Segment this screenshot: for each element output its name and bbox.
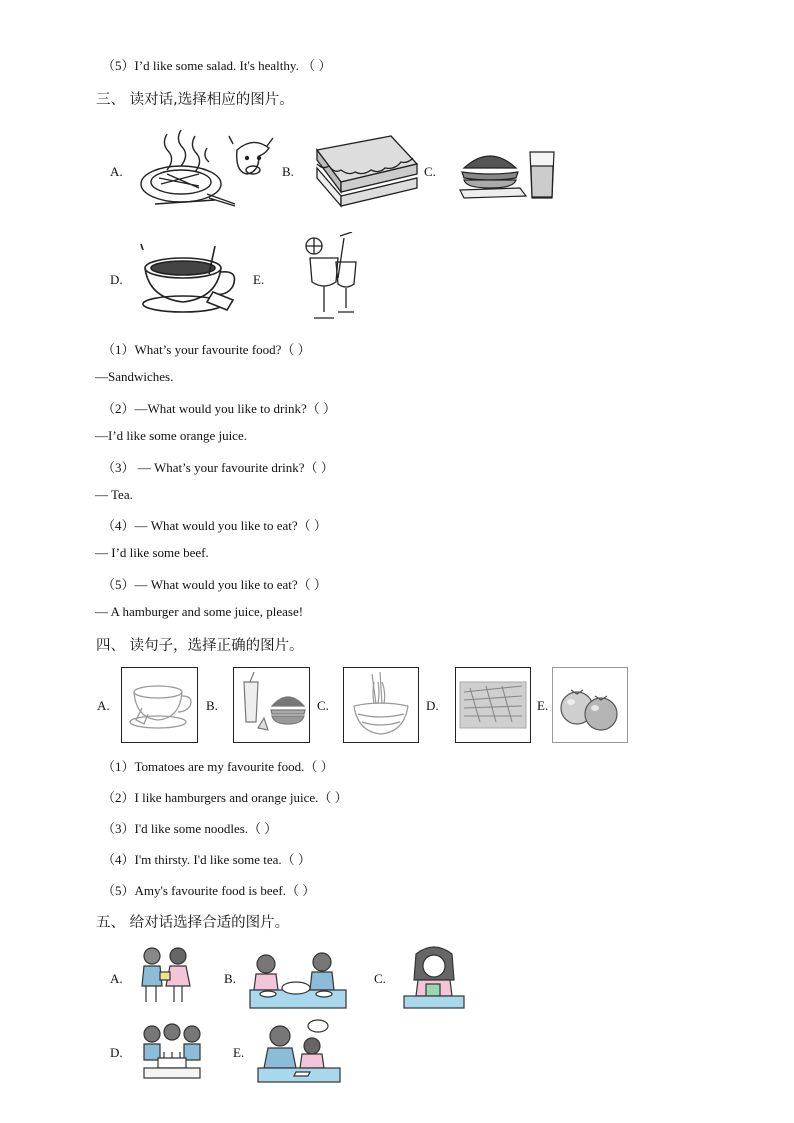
answer-line: — I’d like some beef. <box>95 545 209 560</box>
option-letter: B. <box>282 164 294 179</box>
option-letter: C. <box>424 164 436 179</box>
sandwich-icon <box>313 134 421 210</box>
question-line: （2）I like hamburgers and orange juice.（ ） <box>102 790 348 805</box>
option-letter: D. <box>110 1045 123 1060</box>
hamburger-and-juice-icon <box>450 142 562 202</box>
option-letter: A. <box>97 698 110 713</box>
question-line: （1）What’s your favourite food?（ ） <box>102 342 311 357</box>
section-heading: 五、 给对话选择合适的图片。 <box>96 915 290 931</box>
juice-glasses-icon <box>300 232 362 324</box>
kids-sharing-icon <box>136 944 198 1008</box>
option-letter: E. <box>233 1045 245 1060</box>
option-letter: A. <box>110 164 123 179</box>
option-letter: E. <box>253 272 265 287</box>
beef-photo-icon <box>455 667 531 743</box>
noodles-icon <box>343 667 419 743</box>
option-letter: B. <box>206 698 218 713</box>
question-line: （3）I'd like some noodles.（ ） <box>102 821 278 836</box>
answer-line: —Sandwiches. <box>95 369 174 384</box>
section-heading: 四、 读句子，选择正确的图片。 <box>96 638 304 654</box>
girl-with-box-icon <box>402 944 466 1010</box>
option-letter: C. <box>374 971 386 986</box>
teacup-icon <box>137 240 245 316</box>
kids-at-table-icon <box>248 948 348 1010</box>
option-letter: B. <box>224 971 236 986</box>
tomatoes-icon <box>552 667 628 743</box>
answer-line: —I’d like some orange juice. <box>95 428 247 443</box>
section-heading: 三、 读对话,选择相应的图片。 <box>96 92 294 108</box>
option-letter: D. <box>110 272 123 287</box>
answer-line: — A hamburger and some juice, please! <box>95 604 304 619</box>
question-line: （5）I’d like some salad. It's healthy. （ ） <box>102 58 332 73</box>
question-line: （5）— What would you like to eat?（ ） <box>102 577 327 592</box>
question-line: （3） — What’s your favourite drink?（ ） <box>102 460 334 475</box>
question-line: （2）—What would you like to drink?（ ） <box>102 401 336 416</box>
question-line: （1）Tomatoes are my favourite food.（ ） <box>102 759 334 774</box>
tea-cup-icon <box>121 667 198 743</box>
option-letter: C. <box>317 698 329 713</box>
question-line: （4）I'm thirsty. I'd like some tea.（ ） <box>102 852 311 867</box>
burger-and-drink-icon <box>233 667 310 743</box>
question-line: （4）— What would you like to eat?（ ） <box>102 518 327 533</box>
question-line: （5）Amy's favourite food is beef.（ ） <box>102 883 316 898</box>
option-letter: E. <box>537 698 549 713</box>
birthday-cake-icon <box>138 1022 206 1082</box>
answer-line: — Tea. <box>95 487 133 502</box>
mother-and-child-icon <box>256 1018 342 1084</box>
option-letter: D. <box>426 698 439 713</box>
steak-and-cow-icon <box>137 124 275 216</box>
option-letter: A. <box>110 971 123 986</box>
